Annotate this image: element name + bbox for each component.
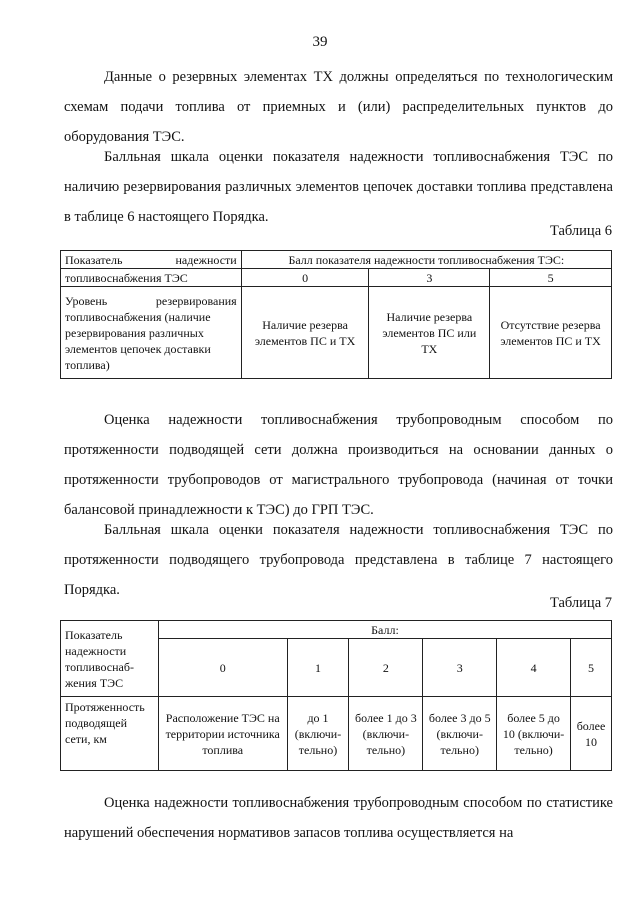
table6-header-score-span: Балл показателя надежности топливоснабжения ТЭС: bbox=[241, 251, 611, 269]
table7-cell: до 1 (включи-тельно) bbox=[287, 697, 349, 771]
table6-row-label-line1: Уровень резервирования bbox=[65, 293, 237, 308]
table-6 bbox=[60, 250, 612, 379]
paragraph-table7-intro: Балльная шкала оценки показателя надежности топливоснабжения ТЭС по протяженности подводящего трубопровода представлена в таблице 7 настоящего Порядка. bbox=[64, 522, 613, 598]
table6-cell: Отсутствие резерва элементов ПС и ТХ bbox=[490, 287, 612, 379]
table6-score-cell: 3 bbox=[369, 269, 490, 287]
table7-score-cell: 5 bbox=[571, 639, 612, 697]
table7-score-cell: 4 bbox=[497, 639, 571, 697]
page-number: 39 bbox=[312, 34, 328, 50]
table6-score-cell: 5 bbox=[490, 269, 612, 287]
table7-caption: Таблица 7 bbox=[549, 595, 612, 611]
table-7 bbox=[60, 620, 612, 771]
paragraph-reserve-elements: Данные о резервных элементах ТХ должны определяться по технологическим схемам подачи топлива от приемных и (или) распределительных пунктов до оборудования ТЭС. bbox=[64, 69, 613, 145]
table7-cell: более 3 до 5 (включи-тельно) bbox=[423, 697, 497, 771]
table7-cell: более 10 bbox=[571, 697, 612, 771]
table7-score-cell: 2 bbox=[349, 639, 423, 697]
table7-score-cell: 3 bbox=[423, 639, 497, 697]
table6-row-label-rest: топливоснабжения (наличие резервирования различных элементов цепочек доставки топлива) bbox=[65, 309, 211, 372]
paragraph-table6-intro: Балльная шкала оценки показателя надежности топливоснабжения ТЭС по наличию резервирования различных элементов цепочек доставки топлива представлена в таблице 6 настоящего Порядка. bbox=[64, 149, 613, 225]
table7-cell: более 1 до 3 (включи-тельно) bbox=[349, 697, 423, 771]
table6-header-indicator-line1: Показатель надежности bbox=[61, 251, 242, 269]
paragraph-pipeline-length: Оценка надежности топливоснабжения трубопроводным способом по протяженности подводящей сети должна производиться на основании данных о протяженности трубопроводов от магистрального трубопровода (начиная от точки балансовой принадлежности к ТЭС) до ГРП ТЭС. bbox=[64, 412, 613, 518]
table7-score-cell: 1 bbox=[287, 639, 349, 697]
table6-caption: Таблица 6 bbox=[549, 223, 612, 239]
table7-header-indicator: Показатель надежности топливоснаб-жения ТЭС bbox=[61, 621, 159, 697]
table7-cell: более 5 до 10 (включи-тельно) bbox=[497, 697, 571, 771]
table6-cell: Наличие резерва элементов ПС и ТХ bbox=[241, 287, 369, 379]
table6-row-label bbox=[61, 287, 242, 379]
table7-score-cell: 0 bbox=[158, 639, 287, 697]
table7-row-label: Протяженность подводящей сети, км bbox=[61, 697, 159, 771]
paragraph-stock-violations: Оценка надежности топливоснабжения трубопроводным способом по статистике нарушений обеспечения нормативов запасов топлива осуществляется на bbox=[64, 795, 613, 841]
table6-score-cell: 0 bbox=[241, 269, 369, 287]
table7-header-score-span: Балл: bbox=[158, 621, 611, 639]
table6-header-indicator-line2: топливоснабжения ТЭС bbox=[61, 269, 242, 287]
table7-cell: Расположение ТЭС на территории источника топлива bbox=[158, 697, 287, 771]
table6-cell: Наличие резерва элементов ПС или ТХ bbox=[369, 287, 490, 379]
